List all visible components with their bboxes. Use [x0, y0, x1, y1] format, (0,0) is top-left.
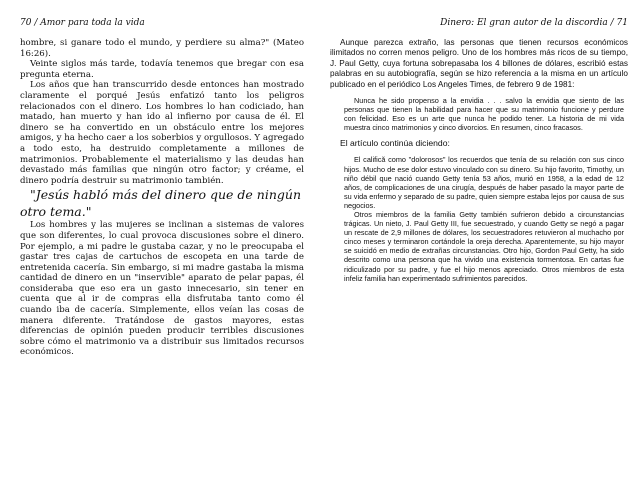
left-page [20, 0, 304, 497]
left-page-body [20, 38, 304, 358]
left-paragraph-4: Los hombres y las mujeres se inclinan a sistemas de valores que son diferentes, lo cual provoca discusiones sobre el dinero. Por ejemplo, a mi padre le gustaba cazar, y no le preocupaba el gastar tres cajas de cartuchos de escopeta en una tarde de entretenida cacería. Sin embargo, si mi madre gastaba la misma cantidad de dinero en un "inservible" aparato de pelar papas, él consideraba que eso era un gasto innecesario, sin tener en cuenta que al ir de compras ella disfrutaba tanto como él cuando iba de cacería. Simplemente, ellos veían las cosas de manera diferente. Tratándose de gastos mayores, estas diferencias de opinión pueden producir terribles discusiones sobre cómo el matrimonio va a distribuir sus limitados recursos económicos. [20, 220, 304, 358]
right-running-head: Dinero: El gran autor de la discordia / 71 [440, 18, 628, 28]
left-running-head: 70 / Amor para toda la vida [20, 18, 145, 28]
left-paragraph-2: Veinte siglos más tarde, todavía tenemos que bregar con esa pregunta eterna. [20, 59, 304, 80]
right-page [330, 0, 628, 497]
right-page-body [330, 38, 628, 289]
right-intro-paragraph: Aunque parezca extraño, las personas que tienen recursos económicos ilimitados no corren menos peligro. Uno de los hombres más ricos de su tiempo, J. Paul Getty, cuya fortuna sobrepasaba los 4 billones de dólares, escribió estas palabras en su autobiografía, según se hizo referencia a la misma en un artículo publicado en el periódico Los Angeles Times, de febrero 9 de 1981: [330, 38, 628, 89]
article-subhead: El artículo continúa diciendo: [340, 138, 450, 149]
left-paragraph-1: hombre, si ganare todo el mundo, y perdiere su alma?" (Mateo 16:26). [20, 38, 304, 59]
article-quote-block [344, 155, 624, 282]
getty-quote-text: Nunca he sido propenso a la envidia . . . salvo la envidia que siento de las personas que tienen la habilidad para hacer que su matrimonio funcione y perdure con felicidad. Eso es un arte que nunca he podido tener. La historia de mi vida muestra cinco matrimonios y cinco divorcios. En resumen, cinco fracasos. [344, 96, 624, 133]
article-quote-paragraph-1: El califică como "dolorosos" los recuerdos que tenía de su relación con sus cinco hijos. Mucho de ese dolor estuvo vinculado con su dinero. Su hijo favorito, Timothy, un niño débil que nació cuando Getty tenía 53 años, murió en 1958, a la edad de 12 años, de complicaciones de una cirugía, después de haber pasado la mayor parte de su vida enfermo y separado de su padre, quien siempre estaba lejos por causa de sus negocios. [344, 155, 624, 210]
pull-quote: "Jesús habló más del dinero que de ningún otro tema." [20, 187, 301, 220]
article-quote-paragraph-2: Otros miembros de la familia Getty también sufrieron debido a circunstancias trágicas. Un nieto, J. Paul Getty III, fue secuestrado, y cuando Getty se negó a pagar un rescate de 2,9 millones de dólares, los secuestradores retuvieron al muchacho por cinco meses y terminaron cortándole la oreja derecha. Aparentemente, su hijo mayor se suicidó en medio de extrañas circunstancias. Otro hijo, Gordon Paul Getty, ha sido descrito como una persona que ha vivido una existencia tormentosa. En cartas fue ridiculizado por su padre, y fue el hijo menos apreciado. Otros miembros de esta infeliz familia han experimentado sufrimientos parecidos. [344, 209, 624, 283]
left-paragraph-3: Los años que han transcurrido desde entonces han mostrado claramente el porqué Jesús enfatizó tanto los peligros relacionados con el dinero. Los hombres lo han codiciado, han matado, han muerto y han ido al infierno por causa de él. El dinero se ha convertido en un obstáculo entre los mejores amigos, y ha hecho caer a los soberbios y orgullosos. Y agregado a todo esto, ha destruido completamente a millones de matrimonios. Probablemente el materialismo y las deudas han devastado más familias que ningún otro factor; y créame, el dinero podría destruir su matrimonio también. [20, 80, 304, 186]
getty-quote-block [344, 96, 624, 132]
